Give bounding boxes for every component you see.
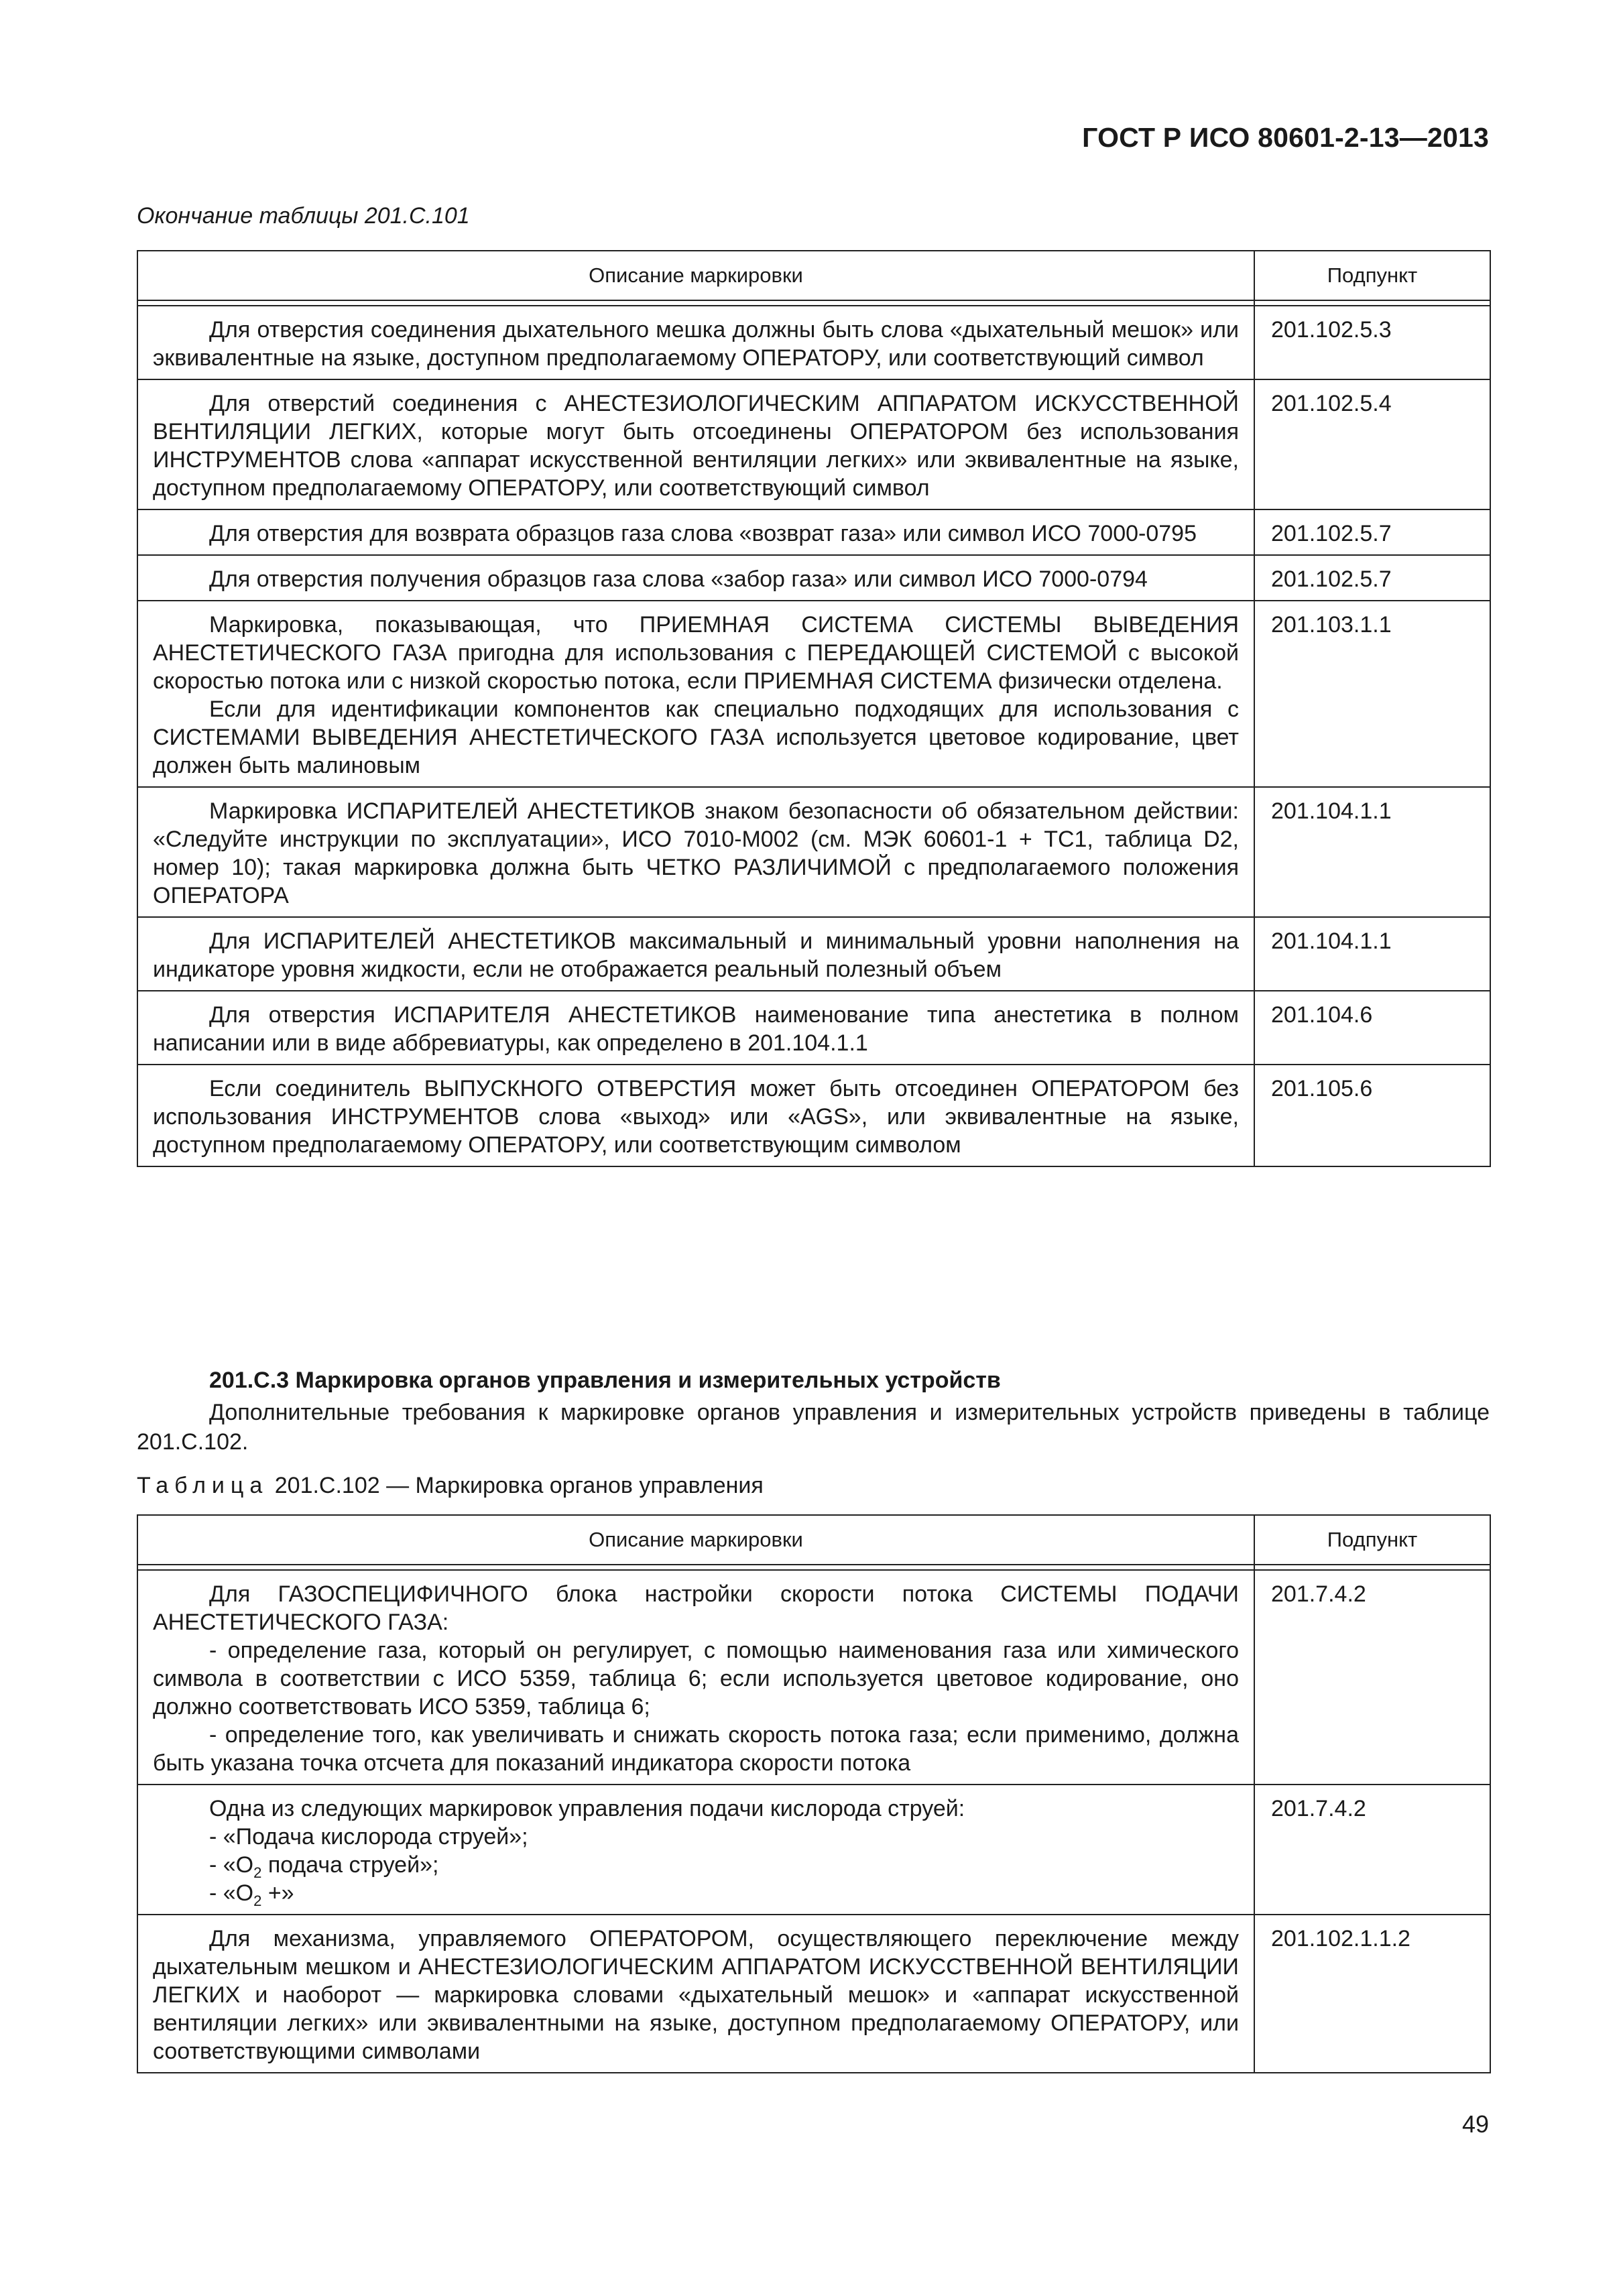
option-text: - «О [209, 1880, 254, 1906]
row-subclause: 201.105.6 [1254, 1065, 1490, 1166]
table-row [137, 991, 1490, 1065]
description-paragraph: Для отверстия получения образцов газа слова «забор газа» или символ ИСО 7000-0794 [209, 566, 1148, 592]
table-row [137, 306, 1490, 379]
subscript: 2 [253, 1892, 262, 1909]
description-paragraph: Для отверстия соединения дыхательного мешка должны быть слова «дыхательный мешок» или эквивалентные на языке, доступном предполагаемому ОПЕРАТОРУ, или соответствующий символ [153, 317, 1239, 371]
description-line: Для ГАЗОСПЕЦИФИЧНОГО блока настройки скорости потока СИСТЕМЫ ПОДАЧИ АНЕСТЕТИЧЕСКОГО ГАЗА: [153, 1581, 1239, 1635]
option-text: +» [261, 1880, 294, 1906]
row-description [137, 1785, 1254, 1915]
table-row [137, 1785, 1490, 1915]
row-description [137, 1065, 1254, 1166]
option-text: подача струей»; [261, 1852, 439, 1878]
table-row [137, 601, 1490, 787]
header-double-rule [137, 1565, 1490, 1570]
row-subclause: 201.104.6 [1254, 991, 1490, 1065]
row-subclause: 201.104.1.1 [1254, 787, 1490, 917]
row-subclause: 201.102.1.1.2 [1254, 1915, 1490, 2073]
description-line: - определение того, как увеличивать и снижать скорость потока газа; если применимо, должна быть указана точка отсчета для показаний индикатора скорости потока [153, 1722, 1239, 1776]
table-caption [137, 1473, 764, 1499]
table-row [137, 1065, 1490, 1166]
section-paragraph: Дополнительные требования к маркировке органов управления и измерительных устройств приведены в таблице 201.С.102. [137, 1400, 1490, 1455]
header-double-rule [137, 300, 1490, 306]
table-continuation-caption: Окончание таблицы 201.С.101 [137, 203, 470, 229]
table-row [137, 1570, 1490, 1785]
row-subclause: 201.7.4.2 [1254, 1785, 1490, 1915]
table-caption-title: 201.С.102 — Маркировка органов управления [268, 1473, 764, 1498]
column-header-subclause: Подпункт [1254, 1515, 1490, 1565]
description-paragraph: Для отверстия для возврата образцов газа слова «возврат газа» или символ ИСО 7000-0795 [209, 521, 1197, 546]
description-line: - определение газа, который он регулирует, с помощью наименования газа или химического символа в соответствии с ИСО 5359, таблица 6; если используется цветовое кодирование, оно должно соответствовать ИСО 5359, таблица 6; [153, 1638, 1239, 1719]
table-row [137, 555, 1490, 601]
section-heading: 201.С.3 Маркировка органов управления и измерительных устройств [209, 1368, 1001, 1393]
row-description [137, 509, 1254, 555]
option-text: - «О [209, 1852, 254, 1878]
description-paragraph: Если соединитель ВЫПУСКНОГО ОТВЕРСТИЯ может быть отсоединен ОПЕРАТОРОМ без использования ИНСТРУМЕНТОВ слова «выход» или «AGS», или эквивалентные на языке, доступном предполагаемому ОПЕРАТОРУ, или соответствующим символом [153, 1076, 1239, 1158]
row-description [137, 787, 1254, 917]
row-description [137, 306, 1254, 379]
table-row [137, 917, 1490, 991]
row-description [137, 555, 1254, 601]
table-row [137, 379, 1490, 509]
description-line [153, 1879, 1239, 1907]
column-header-description: Описание маркировки [137, 251, 1254, 300]
table-row [137, 787, 1490, 917]
standard-designation: ГОСТ Р ИСО 80601-2-13—2013 [1082, 122, 1489, 153]
description-line [153, 1851, 1239, 1879]
description-paragraph: Для ИСПАРИТЕЛЕЙ АНЕСТЕТИКОВ максимальный и минимальный уровни наполнения на индикаторе уровня жидкости, если не отображается реальный полезный объем [153, 928, 1239, 982]
row-subclause: 201.102.5.4 [1254, 379, 1490, 509]
table-row [137, 509, 1490, 555]
row-description [137, 379, 1254, 509]
description-paragraph: Маркировка ИСПАРИТЕЛЕЙ АНЕСТЕТИКОВ знаком безопасности об обязательном действии: «Следуйте инструкции по эксплуатации», ИСО 7010-М002 (см. МЭК 60601-1 + ТС1, таблица D2, номер 10); такая маркировка должна быть ЧЕТКО РАЗЛИЧИМОЙ с предполагаемого положения ОПЕРАТОРА [153, 798, 1239, 908]
table-caption-label: Таблица [137, 1473, 269, 1498]
table-row [137, 1915, 1490, 2073]
column-header-subclause: Подпункт [1254, 251, 1490, 300]
marking-table-201-c-101 [137, 250, 1491, 1167]
row-subclause: 201.102.5.3 [1254, 306, 1490, 379]
table1-body [137, 300, 1490, 1166]
description-line: Одна из следующих маркировок управления подачи кислорода струей: [209, 1796, 965, 1821]
description-paragraph: Для отверстий соединения с АНЕСТЕЗИОЛОГИЧЕСКИМ АППАРАТОМ ИСКУССТВЕННОЙ ВЕНТИЛЯЦИИ ЛЕГКИХ, которые могут быть отсоединены ОПЕРАТОРОМ без использования ИНСТРУМЕНТОВ слова «аппарат искусственной вентиляции легких» или эквивалентные на языке, доступном предполагаемому ОПЕРАТОРУ, или соответствующий символ [153, 391, 1239, 501]
column-header-description: Описание маркировки [137, 1515, 1254, 1565]
row-subclause: 201.103.1.1 [1254, 601, 1490, 787]
description-paragraph: Если для идентификации компонентов как специально подходящих для использования с СИСТЕМАМИ ВЫВЕДЕНИЯ АНЕСТЕТИЧЕСКОГО ГАЗА используется цветовое кодирование, цвет должен быть малиновым [153, 697, 1239, 778]
row-subclause: 201.7.4.2 [1254, 1570, 1490, 1785]
row-subclause: 201.102.5.7 [1254, 555, 1490, 601]
subscript: 2 [253, 1864, 262, 1881]
description-line: - «Подача кислорода струей»; [209, 1824, 528, 1850]
description-line: Для механизма, управляемого ОПЕРАТОРОМ, осуществляющего переключение между дыхательным мешком и АНЕСТЕЗИОЛОГИЧЕСКИМ АППАРАТОМ ИСКУССТВЕННОЙ ВЕНТИЛЯЦИИ ЛЕГКИХ и наоборот — маркировка словами «дыхательный мешок» и «аппарат искусственной вентиляции легких» или эквивалентными на языке, доступном предполагаемому ОПЕРАТОРУ, или соответствующими символами [153, 1926, 1239, 2064]
description-paragraph: Маркировка, показывающая, что ПРИЕМНАЯ СИСТЕМА СИСТЕМЫ ВЫВЕДЕНИЯ АНЕСТЕТИЧЕСКОГО ГАЗА пригодна для использования с ПЕРЕДАЮЩЕЙ СИСТЕМОЙ с высокой скоростью потока или с низкой скоростью потока, если ПРИЕМНАЯ СИСТЕМА физически отделена. [153, 612, 1239, 694]
row-description [137, 991, 1254, 1065]
row-description [137, 1570, 1254, 1785]
row-subclause: 201.104.1.1 [1254, 917, 1490, 991]
page-number: 49 [1461, 2110, 1489, 2138]
row-description [137, 1915, 1254, 2073]
marking-table-201-c-102 [137, 1514, 1491, 2073]
row-description [137, 917, 1254, 991]
row-description [137, 601, 1254, 787]
description-paragraph: Для отверстия ИСПАРИТЕЛЯ АНЕСТЕТИКОВ наименование типа анестетика в полном написании или в виде аббревиатуры, как определено в 201.104.1.1 [153, 1002, 1239, 1056]
row-subclause: 201.102.5.7 [1254, 509, 1490, 555]
